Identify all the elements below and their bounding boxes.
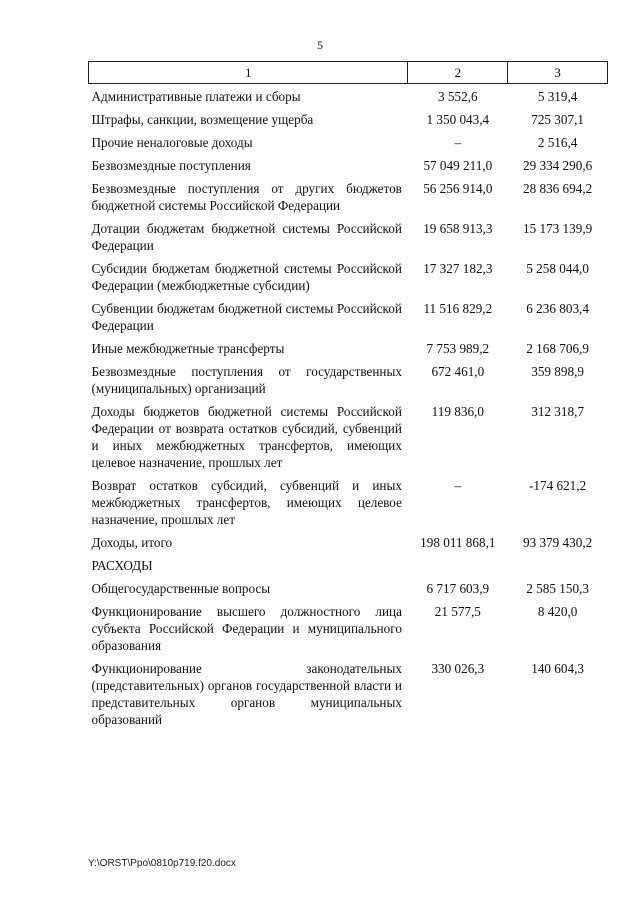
budget-table bbox=[88, 61, 608, 734]
row-value-col3: 8 420,0 bbox=[537, 604, 578, 619]
table-row bbox=[89, 557, 608, 580]
row-value-col3: 2 585 150,3 bbox=[526, 581, 589, 596]
row-name-cell: Доходы, итого bbox=[91, 535, 173, 550]
row-value-col3: 725 307,1 bbox=[531, 112, 584, 127]
row-value-col3: 28 836 694,2 bbox=[522, 181, 593, 196]
table-row bbox=[89, 134, 608, 157]
row-value-col2: 57 049 211,0 bbox=[423, 158, 493, 173]
row-name-cell: Функционирование высшего должностного лица субъекта Российской Федерации и муниципального образования bbox=[91, 604, 402, 653]
table-body bbox=[89, 84, 608, 735]
row-name-cell: Субсидии бюджетам бюджетной системы Российской Федерации (межбюджетные субсидии) bbox=[91, 261, 402, 293]
file-path-footer: Y:\ORST\Ppo\0810p719.f20.docx bbox=[88, 858, 236, 869]
row-name-cell: Административные платежи и сборы bbox=[91, 89, 301, 104]
row-value-col3: 140 604,3 bbox=[531, 661, 584, 676]
row-value-col3: 6 236 803,4 bbox=[526, 301, 589, 316]
row-value-col3: 359 898,9 bbox=[531, 364, 584, 379]
table-row bbox=[89, 580, 608, 603]
row-value-col2: 198 011 868,1 bbox=[420, 535, 496, 550]
row-value-col3: 93 379 430,2 bbox=[522, 535, 593, 550]
row-value-col2: 17 327 182,3 bbox=[423, 261, 493, 276]
row-name-cell: РАСХОДЫ bbox=[91, 558, 153, 573]
row-value-col3: -174 621,2 bbox=[529, 478, 587, 493]
row-value-col2: 3 552,6 bbox=[438, 89, 478, 104]
row-value-col2: 330 026,3 bbox=[431, 661, 485, 676]
row-name-cell: Прочие неналоговые доходы bbox=[91, 135, 253, 150]
row-value-col2: 7 753 989,2 bbox=[426, 341, 490, 356]
table-row bbox=[89, 340, 608, 363]
row-name-cell: Штрафы, санкции, возмещение ущерба bbox=[91, 112, 314, 127]
row-name-cell: Доходы бюджетов бюджетной системы Российской Федерации от возврата остатков субсидий, субвенций и иных межбюджетных трансфертов, имеющих целевое назначение, прошлых лет bbox=[91, 404, 402, 470]
row-name-cell: Субвенции бюджетам бюджетной системы Российской Федерации bbox=[91, 301, 402, 333]
table-row bbox=[89, 477, 608, 534]
table-row bbox=[89, 403, 608, 477]
table-row bbox=[89, 363, 608, 403]
row-name-cell: Дотации бюджетам бюджетной системы Российской Федерации bbox=[91, 221, 402, 253]
row-value-col2: – bbox=[454, 478, 462, 493]
row-value-col2: 6 717 603,9 bbox=[426, 581, 490, 596]
row-value-col3: 312 318,7 bbox=[531, 404, 584, 419]
table-row bbox=[89, 111, 608, 134]
row-name-cell: Безвозмездные поступления bbox=[91, 158, 251, 173]
row-value-col3: 2 516,4 bbox=[537, 135, 578, 150]
table-row bbox=[89, 84, 608, 112]
row-value-col2: 21 577,5 bbox=[434, 604, 481, 619]
row-value-col2: 119 836,0 bbox=[431, 404, 484, 419]
row-value-col2: 19 658 913,3 bbox=[423, 221, 493, 236]
row-value-col3 bbox=[508, 557, 608, 580]
column-header-2: 2 bbox=[408, 62, 508, 84]
row-value-col3: 15 173 139,9 bbox=[522, 221, 593, 236]
table-row bbox=[89, 300, 608, 340]
row-name-cell: Возврат остатков субсидий, субвенций и иных межбюджетных трансфертов, имеющих целевое назначение, прошлых лет bbox=[91, 478, 402, 527]
table-row bbox=[89, 180, 608, 220]
column-header-3: 3 bbox=[508, 62, 608, 84]
row-value-col2: – bbox=[454, 135, 462, 150]
table-row bbox=[89, 220, 608, 260]
table-row bbox=[89, 534, 608, 557]
column-header-1: 1 bbox=[89, 62, 408, 84]
row-name-cell: Иные межбюджетные трансферты bbox=[91, 341, 285, 356]
row-name-cell: Безвозмездные поступления от государственных (муниципальных) организаций bbox=[91, 364, 402, 396]
page-number: 5 bbox=[317, 38, 323, 52]
row-value-col3: 5 319,4 bbox=[537, 89, 578, 104]
table-row bbox=[89, 660, 608, 734]
table-header-row bbox=[89, 62, 608, 84]
row-name-cell: Функционирование законодательных (представительных) органов государственной власти и представительных органов муниципальных образований bbox=[91, 661, 402, 727]
row-value-col3: 2 168 706,9 bbox=[526, 341, 589, 356]
row-value-col3: 5 258 044,0 bbox=[526, 261, 589, 276]
row-value-col2 bbox=[408, 557, 508, 580]
table-row bbox=[89, 603, 608, 660]
row-value-col2: 11 516 829,2 bbox=[423, 301, 493, 316]
row-name-cell: Безвозмездные поступления от других бюджетов бюджетной системы Российской Федерации bbox=[91, 181, 402, 213]
row-value-col2: 1 350 043,4 bbox=[426, 112, 490, 127]
row-value-col3: 29 334 290,6 bbox=[522, 158, 593, 173]
row-value-col2: 56 256 914,0 bbox=[423, 181, 493, 196]
table-row bbox=[89, 260, 608, 300]
table-row bbox=[89, 157, 608, 180]
row-value-col2: 672 461,0 bbox=[431, 364, 485, 379]
row-name-cell: Общегосударственные вопросы bbox=[91, 581, 271, 596]
